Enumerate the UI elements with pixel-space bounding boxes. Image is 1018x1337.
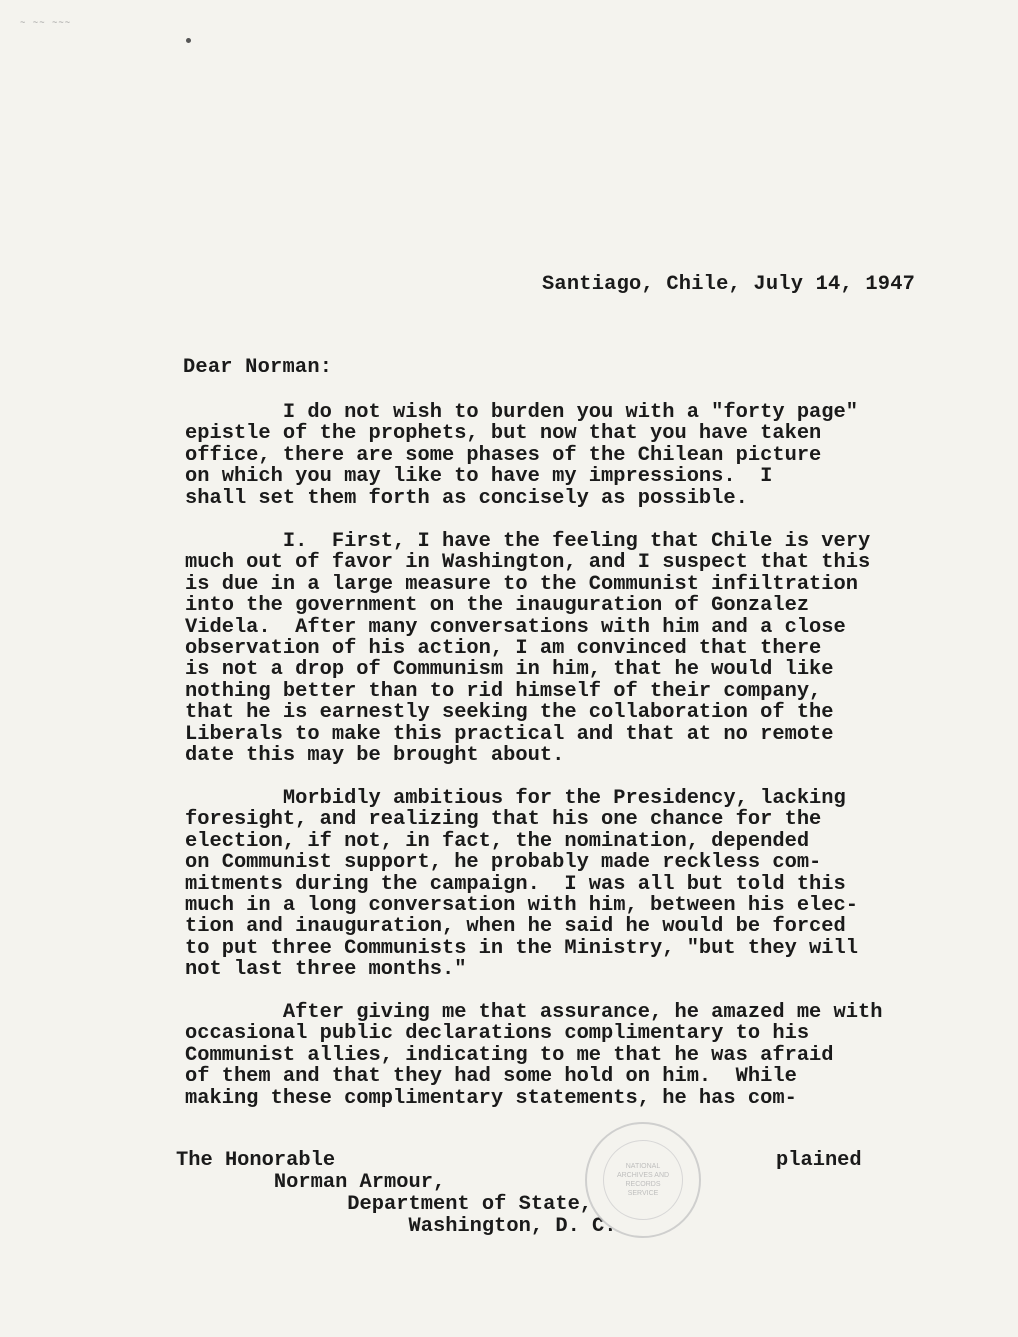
paragraph-ambition: Morbidly ambitious for the Presidency, lacking foresight, and realizing that his one chance for the election, if not, in fact, the nomination, depended on Communist support, he probably made reckless com- mitments during the campaign. I was all but told this much in a long conversation with him, between his elec- tion and inauguration, when he said he would be forced to put three Communists in the Ministry, "but they will not last three months." bbox=[185, 787, 859, 982]
paragraph-assurance: After giving me that assurance, he amazed me with occasional public declarations complimentary to his Communist allies, indicating to me that he was afraid of them and that they had some hold on him. While making these complimentary statements, he has com- bbox=[185, 1001, 883, 1110]
addressee-block: The Honorable Norman Armour, Department of State, Washington, D. C. bbox=[176, 1149, 617, 1238]
paragraph-point-one: I. First, I have the feeling that Chile is very much out of favor in Washington, and I suspect that this is due in a large measure to the Communist infiltration into the government on the inauguration of Gonzalez Videla. After many conversations with him and a close observation of his action, I am convinced that there is not a drop of Communism in him, that he would like nothing better than to rid himself of their company, that he is earnestly seeking the collaboration of the Liberals to make this practical and that at no remote date this may be brought about. bbox=[185, 530, 871, 768]
letter-date: Santiago, Chile, July 14, 1947 bbox=[542, 273, 916, 296]
margin-pencil-mark: ~ ~~ ~~~ bbox=[20, 18, 72, 28]
ink-dot bbox=[186, 38, 191, 43]
paragraph-intro: I do not wish to burden you with a "forty page" epistle of the prophets, but now that you have taken office, there are some phases of the Chilean picture on which you may like to have my impressions. I shall set them forth as concisely as possible. bbox=[185, 401, 859, 510]
salutation: Dear Norman: bbox=[183, 356, 333, 379]
archives-seal-inner: NATIONAL ARCHIVES AND RECORDS SERVICE bbox=[603, 1140, 683, 1220]
archives-seal-stamp bbox=[585, 1122, 701, 1238]
continuation-word: plained bbox=[776, 1149, 862, 1172]
